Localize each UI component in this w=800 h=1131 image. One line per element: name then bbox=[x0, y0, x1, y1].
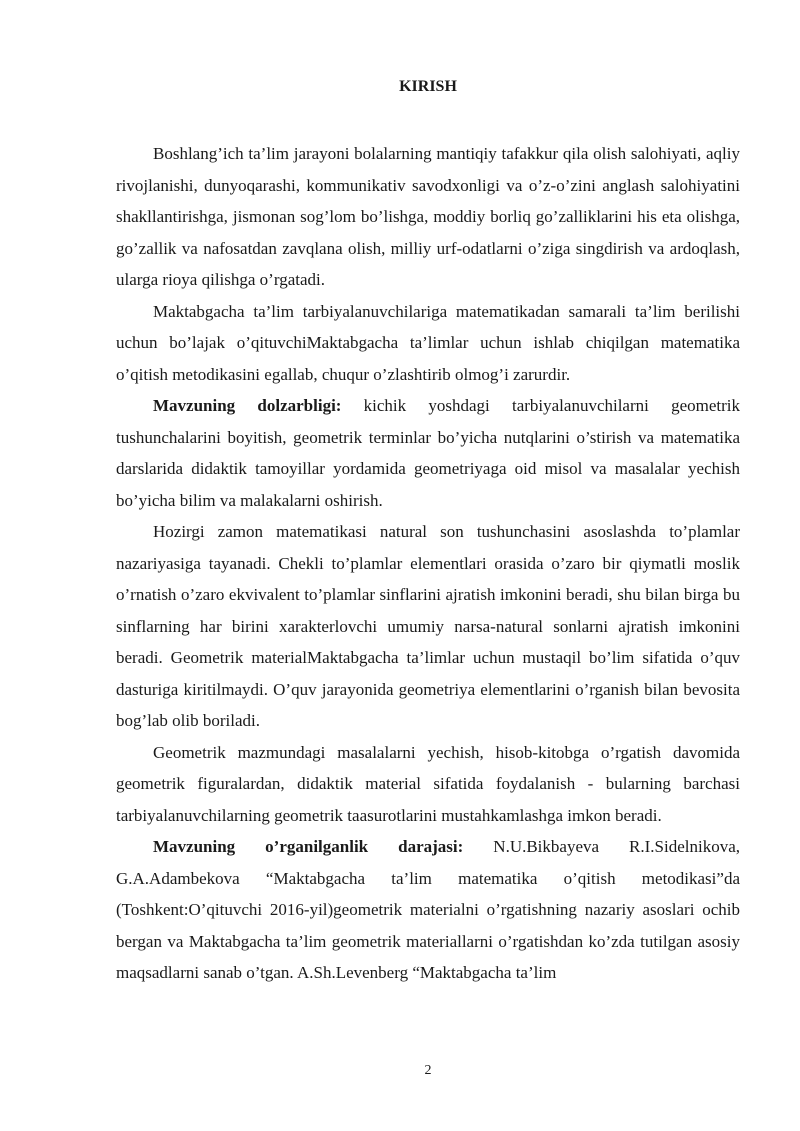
paragraph-text: Maktabgacha ta’lim tarbiyalanuvchilariga matematikadan samarali ta’lim berilishi uchun bo’lajak o’qituvchiMaktabgacha ta’limlar uchun ishlab chiqilgan matematika o’qitish metodikasini egallab, chuqur o’zlashtirib olmog’i zarurdir. bbox=[116, 301, 740, 384]
paragraph-lead: Mavzuning dolzarbligi: bbox=[153, 396, 342, 415]
paragraph-text: Hozirgi zamon matematikasi natural son tushunchasini asoslashda to’plamlar nazariyasiga tayanadi. Chekli to’plamlar elementlari orasida o’zaro bir qiymatli moslik o’rnatish o’zaro ekvivalent to’plamlar sinflarini ajratish imkonini beradi, shu bilan birga bu sinflarning har birini xarakterlovchi umumiy narsa-natural sonlarni ajratish imkonini beradi. Geometrik materialMaktabgacha ta’limlar uchun mustaqil bo’lim sifatida o’quv dasturiga kiritilmaydi. O’quv jarayonida geometriya elementlarini o’rganish bilan bevosita bog’lab olib boriladi. bbox=[116, 522, 740, 730]
paragraph-set-theory bbox=[116, 516, 740, 737]
paragraph-lead: Mavzuning o’rganilganlik darajasi: bbox=[153, 837, 464, 856]
paragraph-preschool bbox=[116, 296, 740, 391]
paragraph-geometric-tasks bbox=[116, 737, 740, 832]
paragraph-study-level bbox=[116, 831, 740, 989]
paragraph-intro bbox=[116, 138, 740, 296]
paragraph-text: N.U.Bikbayeva R.I.Sidelnikova, G.A.Adambekova “Maktabgacha ta’lim matematika o’qitish metodikasi”da (Toshkent:O’qituvchi 2016-yil)geometrik materialni o’rgatishning nazariy asoslari ochib bergan va Maktabgacha ta’lim geometrik materiallarni o’rgatishdan ko’zda tutilgan asosiy maqsadlarni sanab o’tgan. A.Sh.Levenberg “Maktabgacha ta’lim bbox=[116, 837, 740, 982]
paragraph-relevance bbox=[116, 390, 740, 516]
body-text bbox=[116, 138, 740, 989]
page-number: 2 bbox=[424, 1063, 432, 1078]
paragraph-text: Boshlang’ich ta’lim jarayoni bolalarning mantiqiy tafakkur qila olish salohiyati, aqliy rivojlanishi, dunyoqarashi, kommunikativ savodxonligi va o’z-o’zini anglash salohiyatini shakllantirishga, jismonan sog’lom bo’lishga, moddiy borliq go’zalliklarini his eta olishga, go’zallik va nafosatdan zavqlana olish, milliy urf-odatlarni o’ziga singdirish va ardoqlash, ularga rioya qilishga o’rgatadi. bbox=[116, 144, 740, 289]
paragraph-text: Geometrik mazmundagi masalalarni yechish, hisob-kitobga o’rgatish davomida geometrik figuralardan, didaktik material sifatida foydalanish - bularning barchasi tarbiyalanuvchilarning geometrik taasurotlarini mustahkamlashga imkon beradi. bbox=[116, 742, 740, 825]
paragraph-text: kichik yoshdagi tarbiyalanuvchilarni geometrik tushunchalarini boyitish, geometrik terminlar bo’yicha nutqlarini o’stirish va matematika darslarida didaktik tamoyillar yordamida geometriyaga oid misol va masalalar yechish bo’yicha bilim va malakalarni oshirish. bbox=[116, 396, 741, 510]
page-title: KIRISH bbox=[399, 78, 457, 95]
